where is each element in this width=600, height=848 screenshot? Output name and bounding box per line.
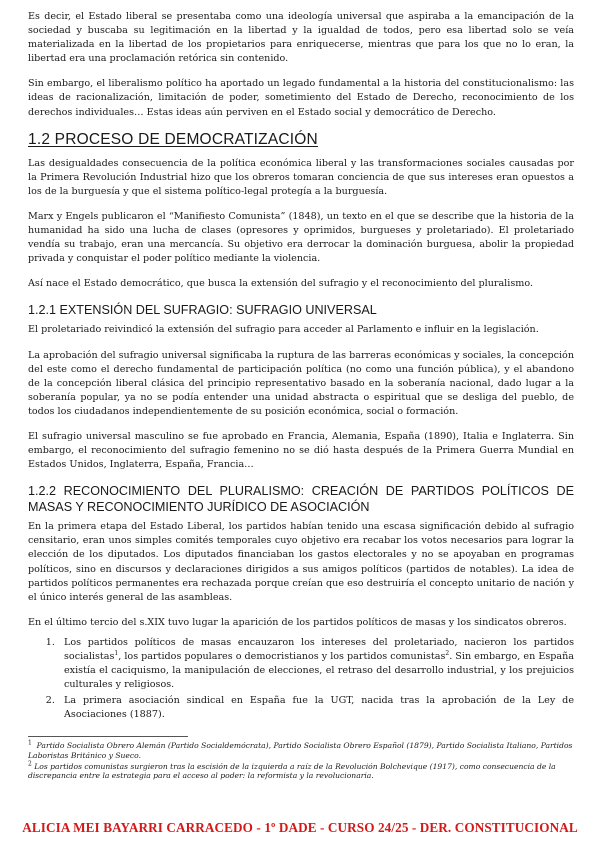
document-page (28, 10, 574, 782)
footnote-2-text: Los partidos comunistas surgieron tras la escisión de la izquierda a raíz de la Revolución Bolchevique (1917), como consecuencia de la discrepancia entre la estrategia para el acceso al poder: la reformista y la revolucionaria. (28, 761, 556, 781)
section-1-2-paragraph-2: Marx y Engels publicaron el “Manifiesto Comunista” (1848), un texto en el que se describe que la historia de la humanidad ha sido una lucha de clases (opresores y oprimidos, burgueses y proletariado). El proletariado vendía su trabajo, eran una mercancía. Su objetivo era derrocar la dominación burguesa, abolir la propiedad privada y conquistar el poder político mediante la violencia. (28, 210, 574, 265)
page-footer: ALICIA MEI BAYARRI CARRACEDO - 1º DADE - CURSO 24/25 - DER. CONSTITUCIONAL (22, 820, 578, 835)
section-1-2-paragraph-1: Las desigualdades consecuencia de la política económica liberal y las transformaciones sociales causadas por la Primera Revolución Industrial hizo que los obreros tomaran conciencia de que sus intereses eran opuestos a los de la burguesía y que el sistema político-legal protegía a la burguesía. (28, 157, 574, 197)
list-item: 2. La primera asociación sindical en España fue la UGT, nacida tras la aprobación de la Ley de Asociaciones (1887). (58, 694, 574, 722)
section-1-2-1-paragraph-2: La aprobación del sufragio universal significaba la ruptura de las barreras económicas y sociales, la concepción del este como el derecho fundamental de participación política (no como una función pública), y el abandono de la concepción liberal clásica del principio representativo basado en la soberanía nacional, dado lugar a la soberanía popular, ya no se podía entender una unidad abstracta o espiritual que se desliga del pueblo, de todos los ciudadanos independientemente de su posición económica, social o formación. (28, 349, 574, 417)
footnote-1-text: Partido Socialista Obrero Alemán (Partido Socialdemócrata), Partido Socialista Obrero Español (1879), Partido Socialista Italiano, Partidos Laboristas Británico y Sueco. (28, 741, 573, 761)
section-1-2-2-heading: 1.2.2 RECONOCIMIENTO DEL PLURALISMO: CREACIÓN DE PARTIDOS POLÍTICOS DE MASAS Y RECONOCIMIENTO JURÍDICO DE ASOCIACIÓN (28, 484, 574, 515)
list-item-text: , los partidos populares o democristianos y los partidos comunistas (118, 651, 446, 662)
footnote-1 (28, 741, 574, 760)
footnote-2 (28, 762, 574, 781)
list-item-text: . Sin embargo, en España existía el caciquismo, la manipulación de elecciones, el retraso del desarrollo industrial, y los prejuicios culturales y religiosos. (64, 651, 575, 691)
footnote-mark-2: 2 (28, 760, 32, 768)
section-1-2-paragraph-3: Así nace el Estado democrático, que busca la extensión del sufragio y el reconocimiento del pluralismo. (28, 278, 533, 290)
section-1-2-1-heading: 1.2.1 EXTENSIÓN DEL SUFRAGIO: SUFRAGIO UNIVERSAL (28, 303, 377, 318)
section-1-2-2-paragraph-2: En el último tercio del s.XIX tuvo lugar la aparición de los partidos políticos de masas y los sindicatos obreros. (28, 616, 567, 628)
intro-paragraph-1: Es decir, el Estado liberal se presentaba como una ideología universal que aspiraba a la emancipación de la sociedad y buscaba su legitimación en la libertad y la igualdad de todos, pero esa libertad solo se veía materializada en la libertad de los propietarios para enriquecerse, mientras que para los que no lo eran, la libertad era una proclamación retórica sin contenido. (28, 11, 574, 65)
parties-list (28, 636, 574, 723)
footnote-mark-1: 1 (28, 739, 32, 747)
footnote-divider (28, 736, 188, 737)
section-1-2-1-paragraph-1: El proletariado reivindicó la extensión del sufragio para acceder al Parlamento e influir en la legislación. (28, 324, 539, 336)
list-item (58, 636, 574, 692)
footnote-ref-1[interactable]: 1 (114, 649, 119, 657)
section-1-2-2-paragraph-1: En la primera etapa del Estado Liberal, los partidos habían tenido una escasa significación debido al sufragio censitario, eran unos simples comités temporales cuyo objetivo era recabar los votos necesarios para lograr la elección de los diputados. Los diputados financiaban los gastos electorales y no se apoyaban en programas políticos, sino en discursos y declaraciones dirigidos a sus amigos políticos (partidos de notables). La idea de partidos políticos permanentes era rechazada porque creían que eso destruiría el concepto unitario de nación y el único interés general de las asambleas. (28, 521, 574, 603)
section-1-2-1-paragraph-3: El sufragio universal masculino se fue aprobado en Francia, Alemania, España (1890), Italia e Inglaterra. Sin embargo, el reconocimiento del sufragio femenino no se dió hasta después de la Primera Guerra Mundial en Estados Unidos, Inglaterra, España, Francia… (28, 430, 574, 471)
list-item-text: Los partidos políticos de masas encauzaron los intereses del proletariado, nacieron los partidos socialistas (64, 636, 574, 662)
footnote-ref-2[interactable]: 2 (445, 649, 450, 657)
intro-paragraph-2: Sin embargo, el liberalismo político ha aportado un legado fundamental a la historia del constitucionalismo: las ideas de racionalización, limitación de poder, sometimiento del Estado de Derecho, reconocimiento de los derechos individuales… Estas ideas aún perviven en el Estado social y democrático de Derecho. (28, 78, 574, 118)
section-1-2-heading: 1.2 PROCESO DE DEMOCRATIZACIÓN (28, 130, 318, 148)
